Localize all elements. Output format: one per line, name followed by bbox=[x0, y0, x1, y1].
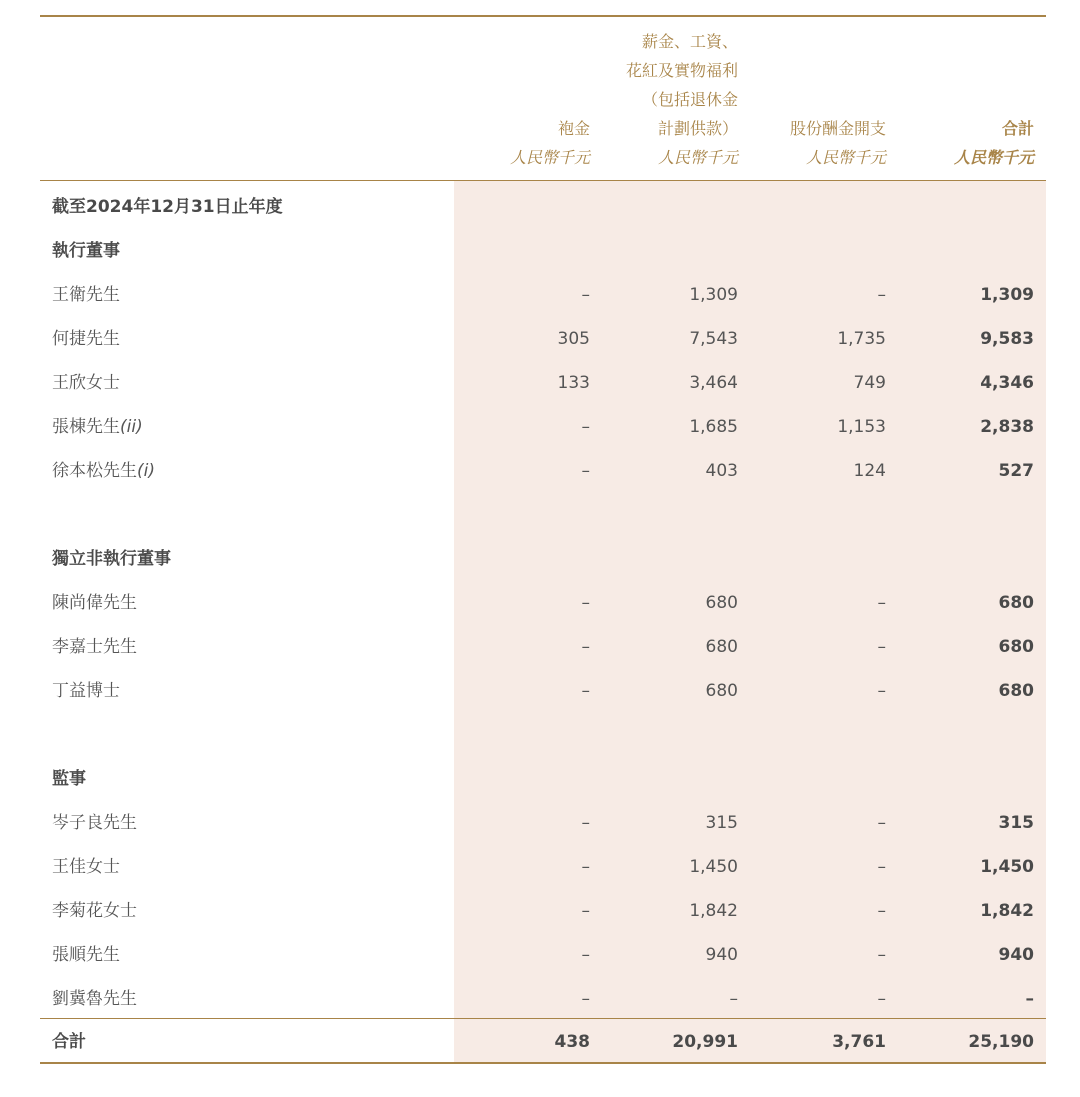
share-value: – bbox=[877, 989, 886, 1009]
table-row bbox=[40, 801, 1046, 845]
person-name-text: 陳尚偉先生 bbox=[52, 593, 137, 613]
total-rule bbox=[40, 1018, 1046, 1019]
section-title: 執行董事 bbox=[52, 241, 120, 261]
unit-label: 人民幣千元 bbox=[953, 148, 1034, 167]
person-name-text: 王衛先生 bbox=[52, 285, 120, 305]
bottom-rule bbox=[40, 1062, 1046, 1064]
total-value: – bbox=[1025, 989, 1034, 1009]
share-value: – bbox=[877, 681, 886, 701]
person-name bbox=[52, 405, 143, 449]
fees-value: 133 bbox=[557, 373, 590, 393]
fees-value: – bbox=[581, 989, 590, 1009]
fees-value: – bbox=[581, 417, 590, 437]
table-row bbox=[40, 273, 1046, 317]
total-row bbox=[40, 1020, 1046, 1064]
table-row bbox=[40, 933, 1046, 977]
salary-value: 680 bbox=[705, 593, 738, 613]
person-name-text: 王欣女士 bbox=[52, 373, 120, 393]
share-value: 1,735 bbox=[837, 329, 886, 349]
salary-value: – bbox=[729, 989, 738, 1009]
total-value: 9,583 bbox=[980, 329, 1034, 349]
table-row bbox=[40, 361, 1046, 405]
person-name-text: 李菊花女士 bbox=[52, 901, 137, 921]
salary-value: 940 bbox=[705, 945, 738, 965]
person-name bbox=[52, 933, 120, 977]
fees-value: – bbox=[581, 813, 590, 833]
table-row bbox=[40, 977, 1046, 1021]
total-value: 1,842 bbox=[980, 901, 1034, 921]
total-value: 527 bbox=[998, 461, 1034, 481]
unit-label: 人民幣千元 bbox=[657, 148, 738, 167]
salary-value: 1,842 bbox=[689, 901, 738, 921]
table-row bbox=[40, 581, 1046, 625]
person-name-text: 丁益博士 bbox=[52, 681, 120, 701]
salary-value: 403 bbox=[705, 461, 738, 481]
person-name-text: 何捷先生 bbox=[52, 329, 120, 349]
header-salary: 薪金、工資、 花紅及實物福利 （包括退休金 計劃供款） 人民幣千元 bbox=[578, 27, 738, 172]
person-name bbox=[52, 625, 137, 669]
person-name-text: 張順先生 bbox=[52, 945, 120, 965]
salary-value: 1,309 bbox=[689, 285, 738, 305]
share-value: – bbox=[877, 593, 886, 613]
fees-value: – bbox=[581, 857, 590, 877]
total-value: 4,346 bbox=[980, 373, 1034, 393]
share-value: – bbox=[877, 901, 886, 921]
share-value: 124 bbox=[853, 461, 886, 481]
footnote-ref: (i) bbox=[137, 461, 155, 481]
salary-value: 3,464 bbox=[689, 373, 738, 393]
person-name bbox=[52, 581, 137, 625]
header-fees: 袍金 人民幣千元 bbox=[470, 114, 590, 172]
total-salary: 20,991 bbox=[672, 1032, 738, 1052]
section-row bbox=[40, 757, 1046, 801]
person-name bbox=[52, 801, 137, 845]
fees-value: – bbox=[581, 285, 590, 305]
section-row bbox=[40, 537, 1046, 581]
share-value: – bbox=[877, 813, 886, 833]
period-label: 截至2024年12月31日止年度 bbox=[52, 197, 283, 217]
top-rule bbox=[40, 15, 1046, 17]
person-name bbox=[52, 977, 137, 1021]
person-name bbox=[52, 449, 155, 493]
unit-label: 人民幣千元 bbox=[805, 148, 886, 167]
section-title: 獨立非執行董事 bbox=[52, 549, 171, 569]
person-name-text: 王佳女士 bbox=[52, 857, 120, 877]
total-value: 680 bbox=[998, 593, 1034, 613]
person-name-text: 劉冀魯先生 bbox=[52, 989, 137, 1009]
section-row bbox=[40, 229, 1046, 273]
table-row bbox=[40, 845, 1046, 889]
total-total: 25,190 bbox=[968, 1032, 1034, 1052]
salary-value: 1,450 bbox=[689, 857, 738, 877]
table-row bbox=[40, 405, 1046, 449]
header-rule bbox=[40, 180, 1046, 181]
table-row bbox=[40, 625, 1046, 669]
footnote-ref: (ii) bbox=[120, 417, 143, 437]
salary-value: 680 bbox=[705, 637, 738, 657]
total-value: 680 bbox=[998, 637, 1034, 657]
fees-value: – bbox=[581, 901, 590, 921]
total-value: 1,450 bbox=[980, 857, 1034, 877]
total-value: 680 bbox=[998, 681, 1034, 701]
person-name-text: 張棟先生 bbox=[52, 417, 120, 437]
salary-value: 1,685 bbox=[689, 417, 738, 437]
fees-value: – bbox=[581, 461, 590, 481]
total-share: 3,761 bbox=[832, 1032, 886, 1052]
total-value: 940 bbox=[998, 945, 1034, 965]
table-row bbox=[40, 669, 1046, 713]
total-fees: 438 bbox=[554, 1032, 590, 1052]
table-row bbox=[40, 889, 1046, 933]
total-value: 315 bbox=[998, 813, 1034, 833]
salary-value: 315 bbox=[705, 813, 738, 833]
person-name bbox=[52, 273, 120, 317]
person-name bbox=[52, 889, 137, 933]
share-value: 749 bbox=[853, 373, 886, 393]
person-name bbox=[52, 317, 120, 361]
salary-value: 7,543 bbox=[689, 329, 738, 349]
total-value: 2,838 bbox=[980, 417, 1034, 437]
total-value: 1,309 bbox=[980, 285, 1034, 305]
fees-value: – bbox=[581, 593, 590, 613]
share-value: – bbox=[877, 945, 886, 965]
person-name-text: 徐本松先生 bbox=[52, 461, 137, 481]
fees-value: – bbox=[581, 681, 590, 701]
table-row bbox=[40, 449, 1046, 493]
person-name bbox=[52, 845, 120, 889]
fees-value: – bbox=[581, 945, 590, 965]
person-name-text: 李嘉士先生 bbox=[52, 637, 137, 657]
fees-value: 305 bbox=[557, 329, 590, 349]
share-value: – bbox=[877, 857, 886, 877]
table-row bbox=[40, 317, 1046, 361]
person-name bbox=[52, 361, 120, 405]
period-row bbox=[40, 185, 1046, 229]
share-value: 1,153 bbox=[837, 417, 886, 437]
total-label: 合計 bbox=[52, 1032, 86, 1052]
unit-label: 人民幣千元 bbox=[509, 148, 590, 167]
share-value: – bbox=[877, 285, 886, 305]
person-name bbox=[52, 669, 120, 713]
salary-value: 680 bbox=[705, 681, 738, 701]
share-value: – bbox=[877, 637, 886, 657]
person-name-text: 岑子良先生 bbox=[52, 813, 137, 833]
fees-value: – bbox=[581, 637, 590, 657]
header-share-expense: 股份酬金開支 人民幣千元 bbox=[726, 114, 886, 172]
header-total: 合計 人民幣千元 bbox=[914, 114, 1034, 172]
section-title: 監事 bbox=[52, 769, 86, 789]
